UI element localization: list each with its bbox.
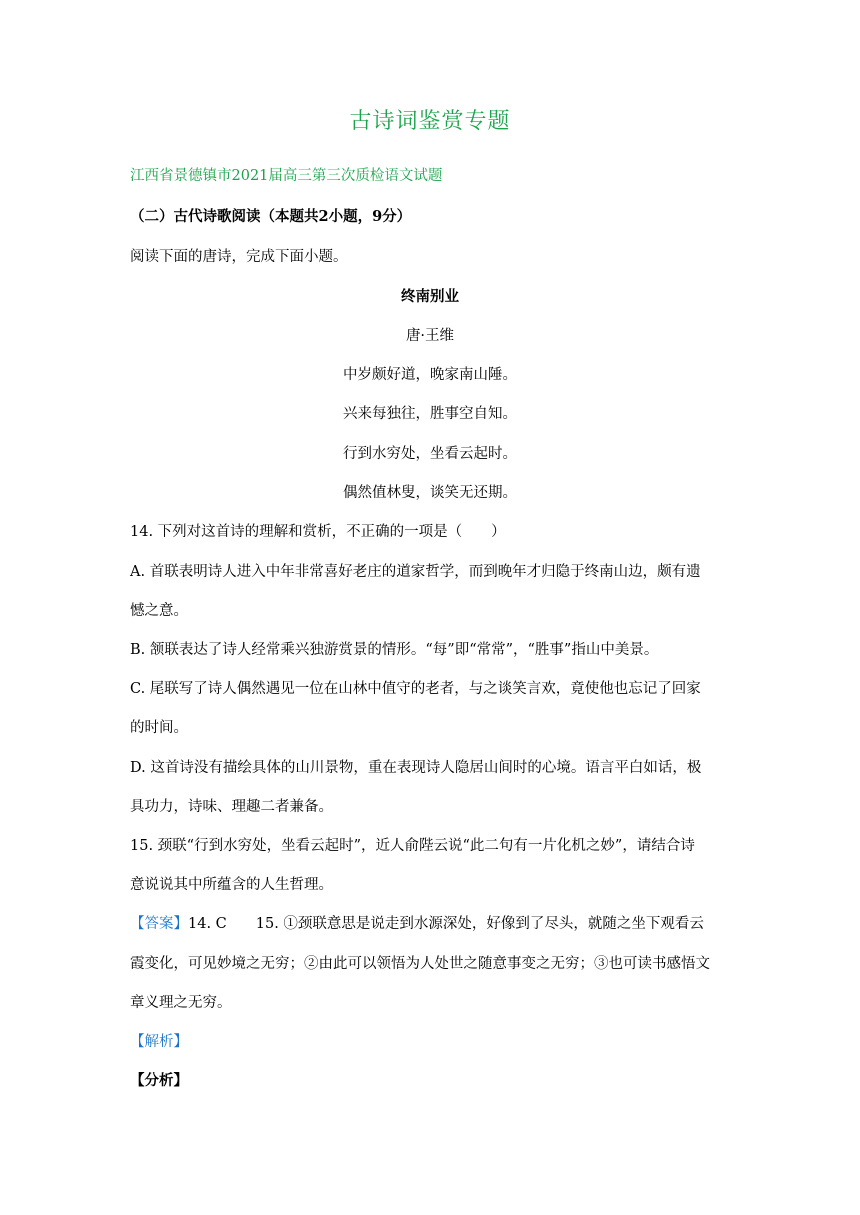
poem-author: 唐·王维	[405, 328, 455, 344]
option-c-line1: C. 尾联写了诗人偶然遇见一位在山林中值守的老者，与之谈笑言欢，竟使他也忘记了回家	[130, 681, 701, 697]
question-15-line1: 15. 颈联“行到水穷处，坐看云起时”，近人俞陛云说“此二句有一片化机之妙”，请结合诗	[130, 838, 695, 854]
poem-line: 中岁颇好道，晚家南山陲。	[343, 367, 517, 383]
option-b: B. 颔联表达了诗人经常乘兴独游赏景的情形。“每”即“常常”，“胜事”指山中美景。	[130, 642, 659, 658]
answer-text: 14. C 15. ①颈联意思是说走到水源深处，好像到了尽头，就随之坐下观看云	[188, 916, 704, 932]
question-15-line2: 意说说其中所蕴含的人生哲理。	[130, 877, 333, 893]
poem-line: 兴来每独往，胜事空自知。	[343, 406, 517, 422]
answer-line3: 章义理之无穷。	[130, 995, 232, 1011]
option-a-line1: A. 首联表明诗人进入中年非常喜好老庄的道家哲学，而到晚年才归隐于终南山边，颇有遗	[130, 564, 701, 580]
answer-tag: 【答案】	[130, 916, 188, 932]
poem-line: 行到水穷处，坐看云起时。	[343, 446, 517, 462]
option-d-line1: D. 这首诗没有描绘具体的山川景物，重在表现诗人隐居山间时的心境。语言平白如话，极	[130, 760, 702, 776]
option-c-line2: 的时间。	[130, 720, 188, 736]
document-title: 古诗词鉴赏专题	[349, 109, 511, 134]
poem-title: 终南别业	[401, 288, 459, 305]
question-14-stem: 14. 下列对这首诗的理解和赏析，不正确的一项是（ ）	[130, 524, 506, 540]
option-d-line2: 具功力，诗味、理趣二者兼备。	[130, 799, 333, 815]
source-line: 江西省景德镇市2021届高三第三次质检语文试题	[130, 168, 443, 184]
poem-line: 偶然值林叟，谈笑无还期。	[343, 485, 517, 501]
analysis-tag: 【解析】	[130, 1034, 188, 1050]
answer-line2: 霞变化，可见妙境之无穷；②由此可以领悟为人处世之随意事变之无穷；③也可读书感悟文	[130, 956, 710, 972]
fenxi-tag: 【分析】	[130, 1072, 188, 1089]
instruction-text: 阅读下面的唐诗，完成下面小题。	[130, 249, 348, 265]
option-a-line2: 憾之意。	[130, 603, 188, 619]
answer-line1	[130, 912, 704, 933]
section-heading: （二）古代诗歌阅读（本题共2小题，9分）	[130, 208, 412, 225]
